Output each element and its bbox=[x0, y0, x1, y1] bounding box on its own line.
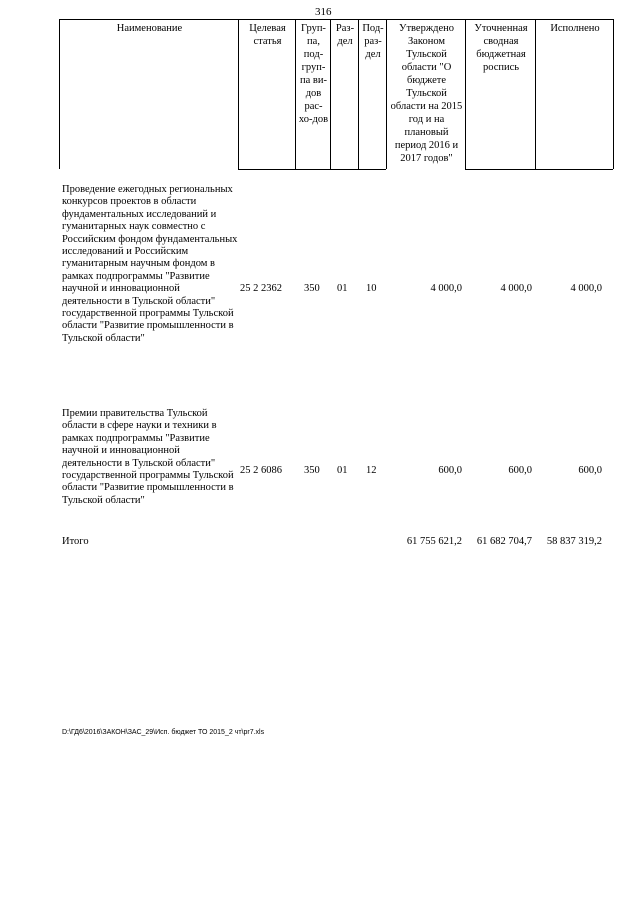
header-bottom-border bbox=[465, 169, 613, 170]
row-target-article: 25 2 2362 bbox=[240, 283, 282, 294]
header-group-label: Груп-па, под-груп-па ви-дов рас-хо-дов bbox=[298, 23, 329, 125]
header-bottom-border bbox=[295, 169, 386, 170]
header-name-label: Наименование bbox=[116, 23, 183, 34]
header-bottom-border bbox=[238, 169, 295, 170]
header-executed bbox=[535, 19, 614, 169]
row-refined: 600,0 bbox=[508, 465, 532, 476]
page-number: 316 bbox=[315, 6, 332, 18]
row-name: Проведение ежегодных региональных конкурсов проектов в области фундаментальных исследований и гуманитарных наук совместно с Российским фондом фундаментальных исследований и Российским гуманитарным научным фондом в рамках подпрограммы "Развитие научной и инновационной деятельности в Тульской области" государственной программы Тульской области "Развитие промышленности в Тульской области" bbox=[62, 184, 238, 344]
file-path-footer: D:\ГД6\2016\ЗАКОН\ЗАС_29\Исп. бюджет ТО 2015_2 чт\pr7.xls bbox=[62, 729, 265, 736]
row-subsection: 12 bbox=[366, 465, 377, 476]
header-target-article-label: Целевая статья bbox=[249, 23, 286, 47]
header-subsection-label: Под-раз-дел bbox=[362, 23, 384, 60]
row-name: Премии правительства Тульской области в сфере науки и техники в рамках подпрограммы "Развитие научной и инновационной деятельности в Тульской области" государственной программы Тульской области "Развитие промышленности в Тульской области" bbox=[62, 408, 234, 506]
row-section: 01 bbox=[337, 283, 348, 294]
header-name bbox=[59, 19, 239, 169]
header-section-label: Раз-дел bbox=[335, 23, 355, 47]
row-executed: 4 000,0 bbox=[570, 283, 602, 294]
row-group: 350 bbox=[304, 283, 320, 294]
row-section: 01 bbox=[337, 465, 348, 476]
total-executed: 58 837 319,2 bbox=[546, 536, 602, 547]
row-refined: 4 000,0 bbox=[500, 283, 532, 294]
total-refined: 61 682 704,7 bbox=[476, 536, 532, 547]
row-approved: 600,0 bbox=[438, 465, 462, 476]
header-right-border bbox=[613, 19, 614, 169]
header-executed-label: Исполнено bbox=[550, 23, 600, 34]
row-subsection: 10 bbox=[366, 283, 377, 294]
row-executed: 600,0 bbox=[578, 465, 602, 476]
header-target-article bbox=[238, 19, 296, 169]
header-approved bbox=[386, 19, 466, 169]
row-approved: 4 000,0 bbox=[430, 283, 462, 294]
header-subsection bbox=[358, 19, 387, 169]
row-target-article: 25 2 6086 bbox=[240, 465, 282, 476]
total-label: Итого bbox=[62, 536, 89, 547]
header-approved-label: Утверждено Законом Тульской области "О бюджете Тульской области на 2015 год и на плановый период 2016 и 2017 годов" bbox=[390, 23, 463, 164]
header-section bbox=[330, 19, 359, 169]
row-group: 350 bbox=[304, 465, 320, 476]
header-refined bbox=[465, 19, 536, 169]
header-group bbox=[295, 19, 331, 169]
header-refined-label: Уточненная сводная бюджетная роспись bbox=[474, 23, 528, 73]
total-approved: 61 755 621,2 bbox=[406, 536, 462, 547]
